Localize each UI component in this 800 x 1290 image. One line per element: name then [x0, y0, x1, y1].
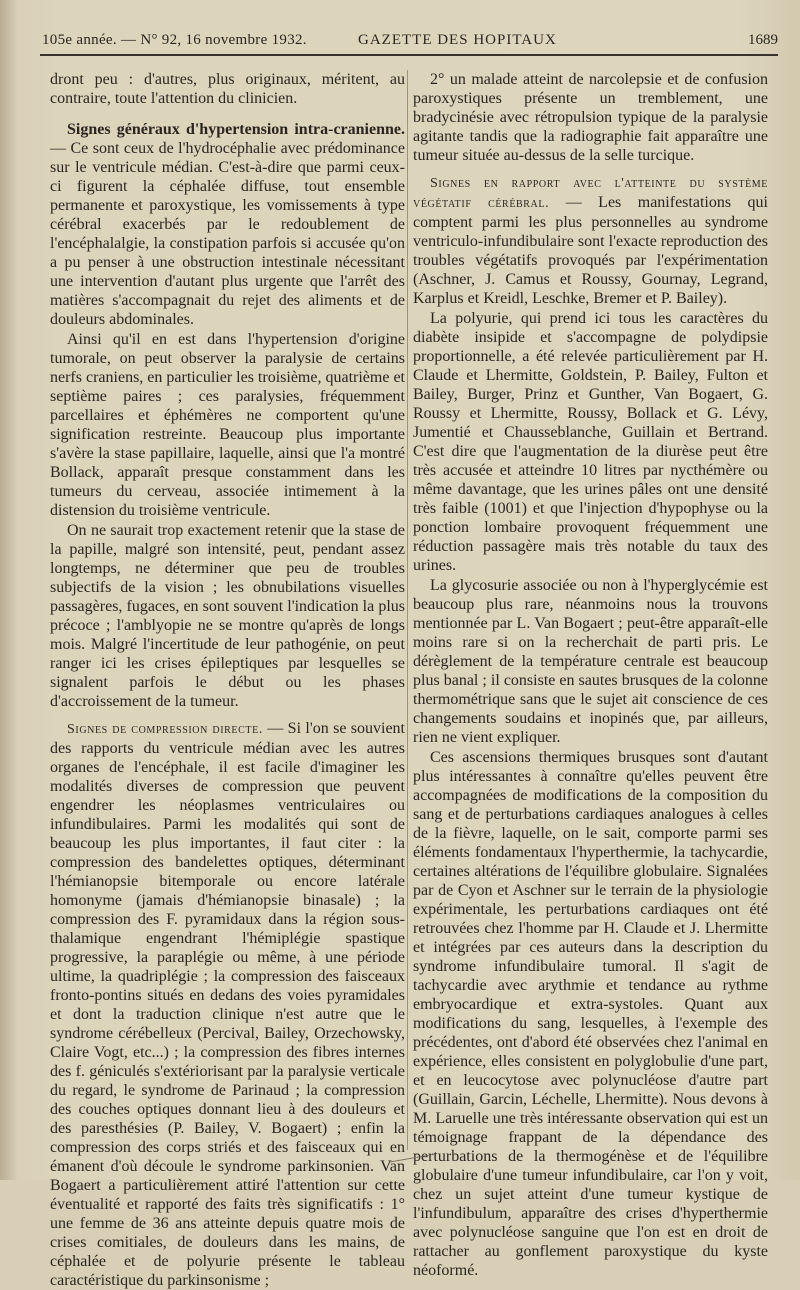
header-rule	[40, 54, 778, 56]
issue-info: 105e année. — N° 92, 16 novembre 1932.	[42, 32, 307, 48]
section-heading: Signes généraux d'hypertension intra-cranienne.	[67, 121, 405, 138]
journal-title: GAZETTE DES HOPITAUX	[358, 32, 557, 48]
section-heading: Signes en rapport avec l'atteinte du système végétatif cérébral.	[413, 176, 768, 211]
paragraph-general-signs	[50, 120, 405, 329]
paragraph-compression-signs	[50, 719, 405, 1290]
paragraph: Ces ascensions thermiques brusques sont d'autant plus intéressantes à connaître qu'elles peuvent être accompagnées de modifications de la composition du sang et de perturbations cardiaques analogues à celles de la fièvre, laquelle, on le sait, comporte parmi ses éléments fondamentaux l'hyperthermie, la tachycardie, certaines altérations de l'équilibre globulaire. Signalées par de Cyon et Aschner sur le terrain de la physiologie expérimentale, les perturbations cardiaques ont été retrouvées chez l'homme par H. Claude et J. Lhermitte et intégrées par ces auteurs dans la description du syndrome infundibulaire tumoral. Il s'agit de tachycardie avec arythmie et tendance au rythme embryocardique et extra-systoles. Quant aux modifications du sang, lesquelles, à l'exemple des précédentes, ont d'abord été observées chez l'animal en expérience, elles consistent en polyglobulie d'une part, et en leucocytose avec polynucléose d'autre part (Guillain, Garcin, Léchelle, Lhermitte). Nous devons à M. Laruelle une très intéressante observation qui est un témoignage frappant de la dépendance des perturbations de la thermogénèse et de l'équilibre globulaire d'une tumeur infundibulaire, car l'on y voit, chez un sujet atteint d'une tumeur kystique de l'infundibulum, apparaître des crises d'hyperthermie avec polynucléose sanguine que l'on est en droit de rattacher au gonflement paroxystique du kyste néoformé.	[413, 749, 768, 1279]
paragraph: Ainsi qu'il en est dans l'hypertension d'origine tumorale, on peut observer la paralysie de certains nerfs craniens, en particulier les troisième, quatrième et septième paires ; ces paralysies, fréquemment parcellaires et éphémères ne comportent qu'une signification restreinte. Beaucoup plus importante s'avère la stase papillaire, laquelle, ainsi que l'a montré Bollack, apparaît presque constamment dans les tumeurs du cerveau, associée intimement à la distension du troisième ventricule.	[50, 331, 405, 519]
paragraph: On ne saurait trop exactement retenir que la stase de la papille, malgré son intensité, peut, pendant assez longtemps, ne déterminer que peu de troubles subjectifs de la vision ; les obnubilations visuelles passagères, fugaces, en sont souvent l'indication la plus précoce ; l'amblyopie ne se montre qu'après de longs mois. Malgré l'incertitude de leur pathogénie, on peut ranger ici les crises épileptiques par lesquelles se signalent parfois le début ou les phases d'accroissement de la tumeur.	[50, 522, 405, 710]
paragraph: 2° un malade atteint de narcolepsie et de confusion paroxystiques présente un tremblement, une bradycinésie avec rétropulsion typique de la paralysie agitante tandis que la radiographie fait apparaître une tumeur située au-dessus de la selle turcique.	[413, 71, 768, 164]
paragraph: La polyurie, qui prend ici tous les caractères du diabète insipide et s'accompagne de polydipsie proportionnelle, a été relevée particulièrement par H. Claude et Lhermitte, Goldstein, P. Bailey, Fulton et Bailey, Burger, Prinz et Gunther, Van Bogaert, G. Roussy et Lhermitte, Roussy, Bollack et G. Lévy, Jumentié et Chausseblanche, Guillain et Bertrand. C'est dire que l'augmentation de la diurèse peut être très accusée et atteindre 10 litres par nycthémère ou même davantage, que les urines pâles ont une densité très faible (1001) et que l'injection d'hypophyse ou la ponction lombaire provoquent fréquemment une réduction passagère mais très notable du taux des urines.	[413, 310, 768, 574]
paragraph-text: — Ce sont ceux de l'hydrocéphalie avec prédominance sur le ventricule médian. C'est-à-dire que parmi ceux-ci figurent la céphalée diffuse, tout ensemble permanente et paroxystique, les vomissements à type cérébral exacerbés par le redoublement de l'encéphalalgie, la constipation parfois si accusée qu'on a pu penser à une obstruction intestinale nécessitant une intervention d'autant plus urgente que l'arrêt des matières s'accompagnait du rejet des aliments et de douleurs abdominales.	[50, 140, 405, 328]
right-column	[413, 70, 768, 1280]
section-heading: Signes de compression directe.	[67, 722, 263, 737]
paragraph-text: — Si l'on se souvient des rapports du ventricule médian avec les autres organes de l'encéphale, il est facile d'imaginer les modalités diverses de compression que peuvent engendrer les néoplasmes ventriculaires ou infundibulaires. Parmi les modalités qui sont de beaucoup les plus importantes, il faut citer : la compression des bandelettes optiques, déterminant l'hémianopsie bitemporale ou encore latérale homonyme (jamais d'hémianopsie binasale) ; la compression des F. pyramidaux dans la région sous-thalamique engendrant l'hémiplégie spastique progressive, la paraplégie ou même, à une période ultime, la quadriplégie ; la compression des faisceaux fronto-pontins situés en dedans des voies pyramidales et dont la traduction clinique n'est autre que le syndrome cérébelleux (Percival, Bailey, Orzechowsky, Claire Vogt, etc...) ; la compression des fibres internes des f. géniculés s'extériorisant par la paralysie verticale du regard, le syndrome de Parinaud ; la compression des couches optiques donnant lieu à des douleurs et des paresthésies (P. Bailey, V. Bogaert) ; enfin la compression des corps striés et des faisceaux qui en émanent d'où découle le syndrome parkinsonien. Van Bogaert a particulièrement attiré l'attention sur cette éventualité et rapporté des faits très significatifs : 1° une femme de 36 ans atteinte depuis quatre mois de crises comitiales, de douleurs dans les mains, de céphalée et de polyurie présente le tableau caractéristique du parkinsonisme ;	[50, 720, 406, 1289]
paragraph: dront peu : d'autres, plus originaux, méritent, au contraire, toute l'attention du clinicien.	[50, 71, 405, 107]
page-number: 1689	[748, 32, 778, 48]
page-header	[40, 28, 778, 54]
left-column	[50, 70, 405, 1290]
paragraph-vegetative-signs	[413, 173, 768, 308]
paragraph-text: — Les manifestations qui comptent parmi les plus personnelles au syndrome ventriculo-infundibulaire sont l'exacte reproduction des troubles végétatifs provoqués par l'expérimentation (Aschner, J. Camus et Roussy, Gournay, Legrand, Karplus et Kreidl, Leschke, Bremer et P. Bailey).	[413, 194, 768, 307]
paragraph: La glycosurie associée ou non à l'hyperglycémie est beaucoup plus rare, néanmoins nous la trouvons mentionnée par L. Van Bogaert ; peut-être apparaît-elle moins rare si on la recherchait de parti pris. Le dérèglement de la température centrale est beaucoup plus banal ; il consiste en sautes brusques de la colonne thermométrique sans que le sujet ait conscience de ces changements soudains et inopinés que, par ailleurs, rien ne vient expliquer.	[413, 577, 768, 746]
column-divider	[407, 70, 408, 1150]
